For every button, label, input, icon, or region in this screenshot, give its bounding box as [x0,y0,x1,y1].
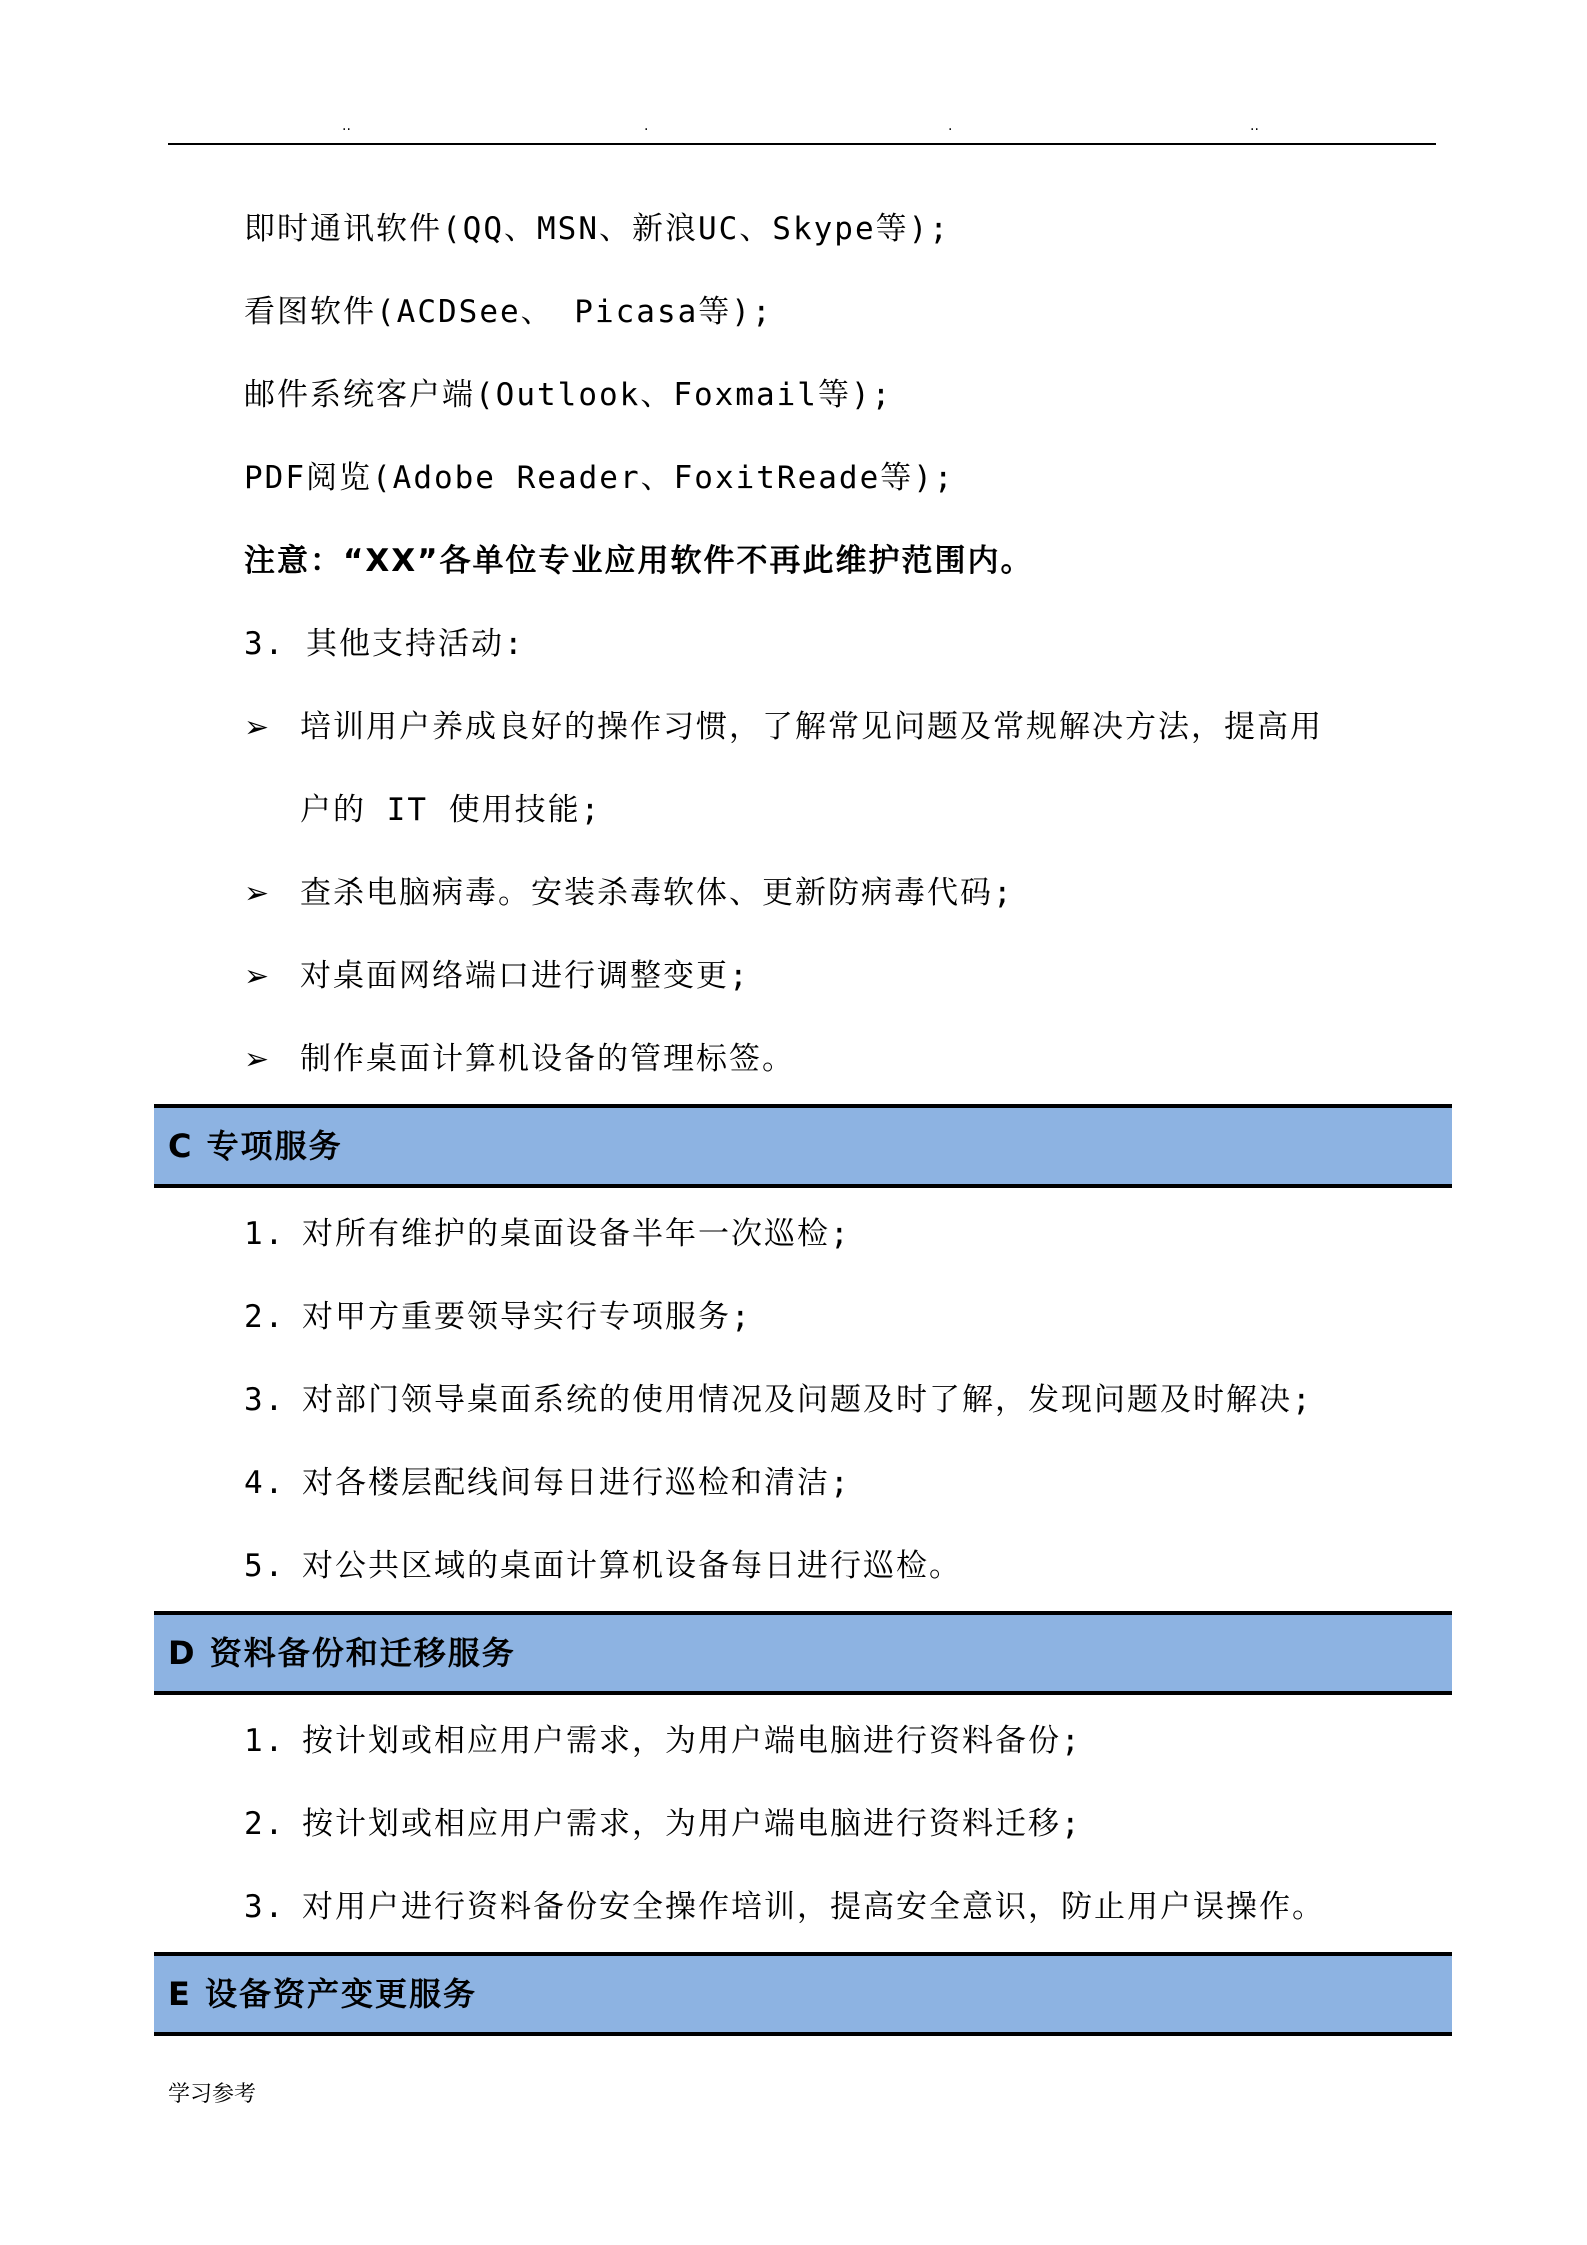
item-text: 按计划或相应用户需求，为用户端电脑进行资料备份; [302,1723,1082,1759]
bullet-text: 查杀电脑病毒。安装杀毒软体、更新防病毒代码; [300,875,1014,911]
bullet-text: 培训用户养成良好的操作习惯，了解常见问题及常规解决方法，提高用 [300,709,1323,745]
section-c-item [244,1214,851,1254]
arrow-bullet-icon: ➢ [244,710,272,745]
arrow-bullet-icon: ➢ [244,876,272,911]
header-mark-4: .. [1250,118,1259,134]
item-text: 对部门领导桌面系统的使用情况及问题及时了解，发现问题及时解决; [302,1382,1313,1418]
pdf-reader-line: PDF阅览(Adobe Reader、FoxitReade等); [244,460,955,496]
item-text: 对甲方重要领导实行专项服务; [302,1299,752,1335]
page-footer: 学习参考 [168,2082,257,2107]
item-number: 5. [244,1548,286,1584]
item-number: 3. [244,1889,286,1925]
arrow-bullet-icon: ➢ [244,959,272,994]
scope-note: 注意：“XX”各单位专业应用软件不再此维护范围内。 [244,543,1034,579]
header-mark-2: . [644,118,649,134]
item-number: 1. [244,1723,286,1759]
mail-client-line: 邮件系统客户端(Outlook、Foxmail等); [244,377,893,413]
bullet-text: 制作桌面计算机设备的管理标签。 [300,1041,795,1077]
arrow-bullet-icon: ➢ [244,1042,272,1077]
bullet-continuation: 户的 IT 使用技能; [300,792,602,828]
item-text: 对各楼层配线间每日进行巡检和清洁; [302,1465,851,1501]
item-number: 3. [244,1382,286,1418]
header-mark-1: .. [342,118,351,134]
section-e-header [154,1952,1452,2036]
section-c-item [244,1380,1313,1420]
bullet-item-asset-labels [244,1039,795,1080]
section-d-item [244,1721,1082,1761]
bullet-item-antivirus [244,873,1014,914]
section-title: C 专项服务 [168,1127,343,1165]
header-rule [168,143,1436,145]
section-d-item [244,1804,1082,1844]
section-c-item [244,1546,962,1586]
section-d-item [244,1887,1325,1927]
item-text: 对用户进行资料备份安全操作培训，提高安全意识，防止用户误操作。 [302,1889,1325,1925]
item-number: 1. [244,1216,286,1252]
bullet-item-network-port [244,956,750,997]
section-d-header [154,1611,1452,1695]
section-title: D 资料备份和迁移服务 [168,1634,516,1672]
bullet-item-training [244,707,1323,748]
item-number: 4. [244,1465,286,1501]
image-viewer-line: 看图软件(ACDSee、 Picasa等); [244,294,773,330]
header-mark-3: . [948,118,953,134]
section-c-header [154,1104,1452,1188]
section-c-item [244,1463,851,1503]
page-header-marks [168,118,1436,138]
bullet-text: 对桌面网络端口进行调整变更; [300,958,750,994]
section-title: E 设备资产变更服务 [168,1975,478,2013]
item-text: 按计划或相应用户需求，为用户端电脑进行资料迁移; [302,1806,1082,1842]
item-number: 2. [244,1806,286,1842]
im-software-line: 即时通讯软件(QQ、MSN、新浪UC、Skype等); [244,211,950,247]
other-support-heading: 3. 其他支持活动: [244,626,525,662]
item-number: 2. [244,1299,286,1335]
item-text: 对公共区域的桌面计算机设备每日进行巡检。 [302,1548,962,1584]
section-c-item [244,1297,752,1337]
item-text: 对所有维护的桌面设备半年一次巡检; [302,1216,851,1252]
